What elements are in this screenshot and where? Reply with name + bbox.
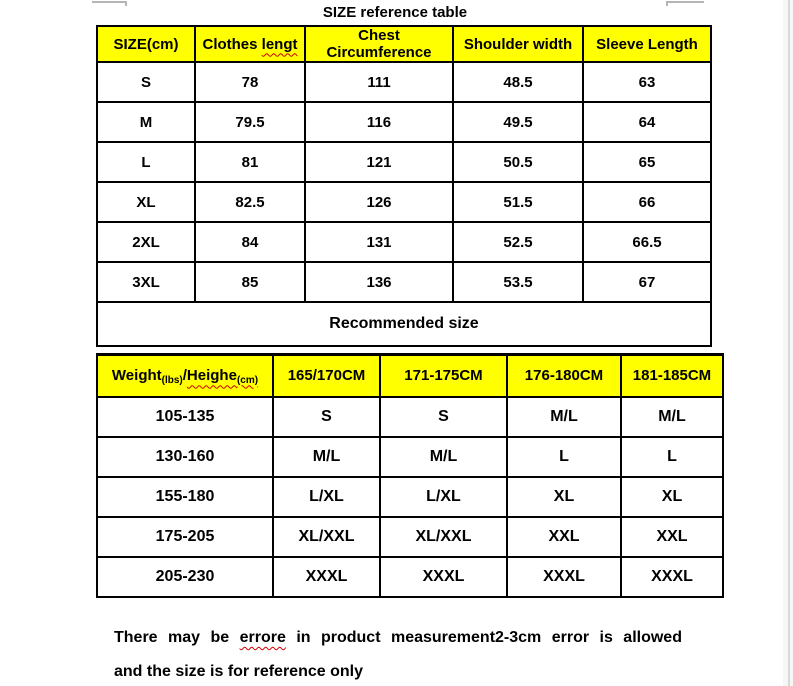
recommend-cell: XXXL	[273, 557, 380, 597]
recommend-cell: XXXL	[507, 557, 621, 597]
size-cell: 65	[583, 142, 711, 182]
recommend-cell: XL/XXL	[273, 517, 380, 557]
size-row-l	[97, 142, 711, 182]
recommend-cell: L/XL	[273, 477, 380, 517]
size-row-3xl	[97, 262, 711, 302]
size-cell: 111	[305, 62, 453, 102]
size-row-xl	[97, 182, 711, 222]
size-cell: 48.5	[453, 62, 583, 102]
size-cell: 121	[305, 142, 453, 182]
size-table-header-row	[97, 26, 711, 62]
recommend-cell: 105-135	[97, 397, 273, 437]
size-cell: 67	[583, 262, 711, 302]
recommend-cell: XXXL	[621, 557, 723, 597]
recommend-cell: M/L	[273, 437, 380, 477]
size-cell: 116	[305, 102, 453, 142]
size-row-m	[97, 102, 711, 142]
size-cell: 84	[195, 222, 305, 262]
footer-line-2: and the size is for reference only	[114, 663, 363, 680]
header-cell-chest-circumference: Chest Circumference	[305, 26, 453, 62]
size-cell: 53.5	[453, 262, 583, 302]
size-cell: XL	[97, 182, 195, 222]
recommend-cell: L/XL	[380, 477, 507, 517]
size-cell: 66.5	[583, 222, 711, 262]
size-cell: 49.5	[453, 102, 583, 142]
header-cell-171-175: 171-175CM	[380, 355, 507, 397]
footer-line-1: There may be errore in product measurement2-3cm error is allowed	[114, 629, 682, 646]
header-cell-clothes-length: Clothes lengt	[195, 26, 305, 62]
size-cell: 3XL	[97, 262, 195, 302]
recommend-cell: L	[507, 437, 621, 477]
recommend-cell: 175-205	[97, 517, 273, 557]
recommend-cell: M/L	[507, 397, 621, 437]
size-cell: 50.5	[453, 142, 583, 182]
size-cell: 63	[583, 62, 711, 102]
recommend-cell: 130-160	[97, 437, 273, 477]
recommend-cell: XL	[507, 477, 621, 517]
right-edge-line	[788, 0, 790, 686]
size-cell: S	[97, 62, 195, 102]
size-cell: 136	[305, 262, 453, 302]
recommend-cell: XXXL	[380, 557, 507, 597]
right-edge-strip	[783, 0, 793, 686]
size-cell: 126	[305, 182, 453, 222]
size-cell: 52.5	[453, 222, 583, 262]
header-cell-176-180: 176-180CM	[507, 355, 621, 397]
size-cell: 81	[195, 142, 305, 182]
recommended-size-row	[97, 302, 711, 346]
size-cell: 51.5	[453, 182, 583, 222]
subscript-lbs: (lbs)	[161, 375, 183, 387]
size-cell: L	[97, 142, 195, 182]
recommend-cell: M/L	[621, 397, 723, 437]
recommend-cell: XL/XXL	[380, 517, 507, 557]
size-cell: 79.5	[195, 102, 305, 142]
recommend-cell: XXL	[621, 517, 723, 557]
size-row-s	[97, 62, 711, 102]
recommend-cell: XXL	[507, 517, 621, 557]
recommended-size-label: Recommended size	[97, 302, 711, 346]
size-cell: 82.5	[195, 182, 305, 222]
page-title: SIZE reference table	[322, 4, 468, 21]
recommend-cell: S	[380, 397, 507, 437]
weight-row-105-135	[97, 397, 723, 437]
size-cell: 85	[195, 262, 305, 302]
weight-row-155-180	[97, 477, 723, 517]
header-cell-sleeve-length: Sleeve Length	[583, 26, 711, 62]
header-cell-165-170: 165/170CM	[273, 355, 380, 397]
misspelled-word: Heighe$_{(cm)}$	[186, 367, 259, 387]
recommend-cell: XL	[621, 477, 723, 517]
recommend-cell: S	[273, 397, 380, 437]
size-cell: 131	[305, 222, 453, 262]
size-cell: 66	[583, 182, 711, 222]
recommended-size-table	[96, 353, 724, 598]
subscript-cm: (cm)	[236, 375, 259, 387]
recommend-cell: 205-230	[97, 557, 273, 597]
recommended-table-header-row	[97, 355, 723, 397]
recommend-cell: L	[621, 437, 723, 477]
misspelled-word: errore	[239, 629, 286, 646]
header-cell-size: SIZE(cm)	[97, 26, 195, 62]
size-reference-table	[96, 25, 712, 347]
header-cell-181-185: 181-185CM	[621, 355, 723, 397]
header-cell-weight-height: Weight$_{(lbs)}$/Heighe$_{(cm)}$	[97, 355, 273, 397]
size-row-2xl	[97, 222, 711, 262]
weight-row-130-160	[97, 437, 723, 477]
recommend-cell: M/L	[380, 437, 507, 477]
size-cell: 78	[195, 62, 305, 102]
size-cell: 2XL	[97, 222, 195, 262]
size-cell: 64	[583, 102, 711, 142]
weight-row-205-230	[97, 557, 723, 597]
size-cell: M	[97, 102, 195, 142]
recommend-cell: 155-180	[97, 477, 273, 517]
weight-row-175-205	[97, 517, 723, 557]
misspelled-word: lengt	[261, 35, 298, 53]
footer-note	[114, 621, 714, 686]
header-cell-shoulder-width: Shoulder width	[453, 26, 583, 62]
